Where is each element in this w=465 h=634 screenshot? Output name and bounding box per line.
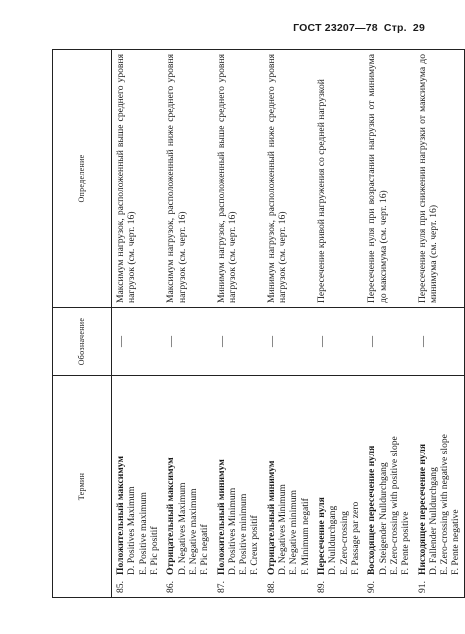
term-translation: F. Creux positif [249,515,261,575]
table-row [112,50,163,598]
term-translation: E. Negative minimum [288,490,300,575]
term-russian: Пересечение нуля [316,497,327,575]
term-translation: D. Positives Minimum [226,487,238,575]
term-translation: E. Positive minimum [238,493,250,575]
term-translation: E. Zero-crossing with positive slope [388,436,400,575]
definition-cell: Минимум нагрузок, расположенный выше среднего уровня нагрузок (см. черт. 16) [213,50,263,308]
term-translation: F. Pente positive [400,511,412,575]
table-row [414,50,465,598]
term-heading [115,380,126,593]
symbol-cell: — [112,308,163,376]
table-row [162,50,212,598]
page-label: Стр. [383,22,407,34]
term-number: 90. [366,581,378,593]
term-number: 88. [265,581,277,593]
symbol-cell: — [263,308,313,376]
term-translation: D. Negatives Maximum [176,482,188,575]
term-cell [363,376,413,598]
term-translation: D. Steigender Nulldurchgang [377,462,389,575]
term-heading [417,380,428,593]
definition-cell: Пересечение кривой нагружения со средней нагрузкой [313,50,363,308]
definition-cell: Максимум нагрузок, расположенный ниже среднего уровня нагрузок (см. черт. 16) [162,50,212,308]
term-translation: D. Positives Maximum [126,486,138,575]
symbol-cell: — [162,308,212,376]
term-russian: Положительный максимум [115,455,126,575]
term-cell [112,376,163,598]
term-translation: F. Passage par zero [349,501,361,575]
symbol-cell: — [213,308,263,376]
term-number: 87. [215,581,227,593]
table-row [363,50,413,598]
page-header [290,22,425,34]
term-number: 85. [115,581,126,593]
term-heading [266,380,277,593]
standard-code: ГОСТ 23207—78 [293,22,378,34]
term-number: 91. [416,581,428,593]
symbol-cell: — [313,308,363,376]
term-translation: D. Negatives Minimum [277,484,289,575]
term-russian: Положительный минимум [215,459,227,575]
symbol-cell: — [414,308,465,376]
term-cell [313,376,363,598]
term-number: 86. [165,581,177,593]
term-translation: E. Negative maximum [187,488,199,575]
term-cell [263,376,313,598]
term-heading [165,380,176,593]
term-russian: Восходящее пересечение нуля [366,445,378,575]
term-translation: F. Pente negative [450,509,462,575]
term-russian: Отрицательный максимум [165,457,177,575]
terms-table [52,49,465,598]
term-translation: D. Fallender Nulldurchgang [427,467,439,575]
column-header-definition: Определение [53,50,112,308]
definition-cell: Пересечение нуля при снижении нагрузки от максимума до минимума (см. черт. 16) [414,50,465,308]
term-heading [316,380,327,593]
term-translation: D. Nulldurchgang [327,505,339,575]
term-cell [162,376,212,598]
term-translation: F. Pic positif [148,526,160,575]
symbol-cell: — [363,308,413,376]
term-russian: Нисходящее пересечение нуля [416,443,428,575]
table-row [313,50,363,598]
column-header-term: Термин [53,376,112,598]
term-translation: E. Positive maximum [137,492,149,575]
definition-cell: Минимум нагрузок, расположенный ниже среднего уровня нагрузок (см. черт. 16) [263,50,313,308]
term-translation: E. Zero-crossing [338,511,350,575]
term-russian: Отрицательный минимум [265,460,277,575]
term-cell [414,376,465,598]
term-translation: F. Minimum negatif [299,498,311,575]
term-translation: E. Zero-crossing with negative slope [439,434,451,575]
table-header-row [53,50,112,598]
term-number: 89. [316,581,327,593]
term-heading [366,380,377,593]
column-header-symbol: Обозначение [53,308,112,376]
term-cell [213,376,263,598]
rotated-table-wrapper [52,50,462,598]
definition-cell: Пересечение нуля при возрастании нагрузки от минимума до максимума (см. черт. 16) [363,50,413,308]
definition-cell: Максимум нагрузок, расположенный выше среднего уровня нагрузок (см. черт. 16) [112,50,163,308]
term-heading [216,380,227,593]
table-row [263,50,313,598]
page-number: 29 [412,22,425,34]
table-row [213,50,263,598]
term-translation: F. Pic negatif [199,524,211,575]
